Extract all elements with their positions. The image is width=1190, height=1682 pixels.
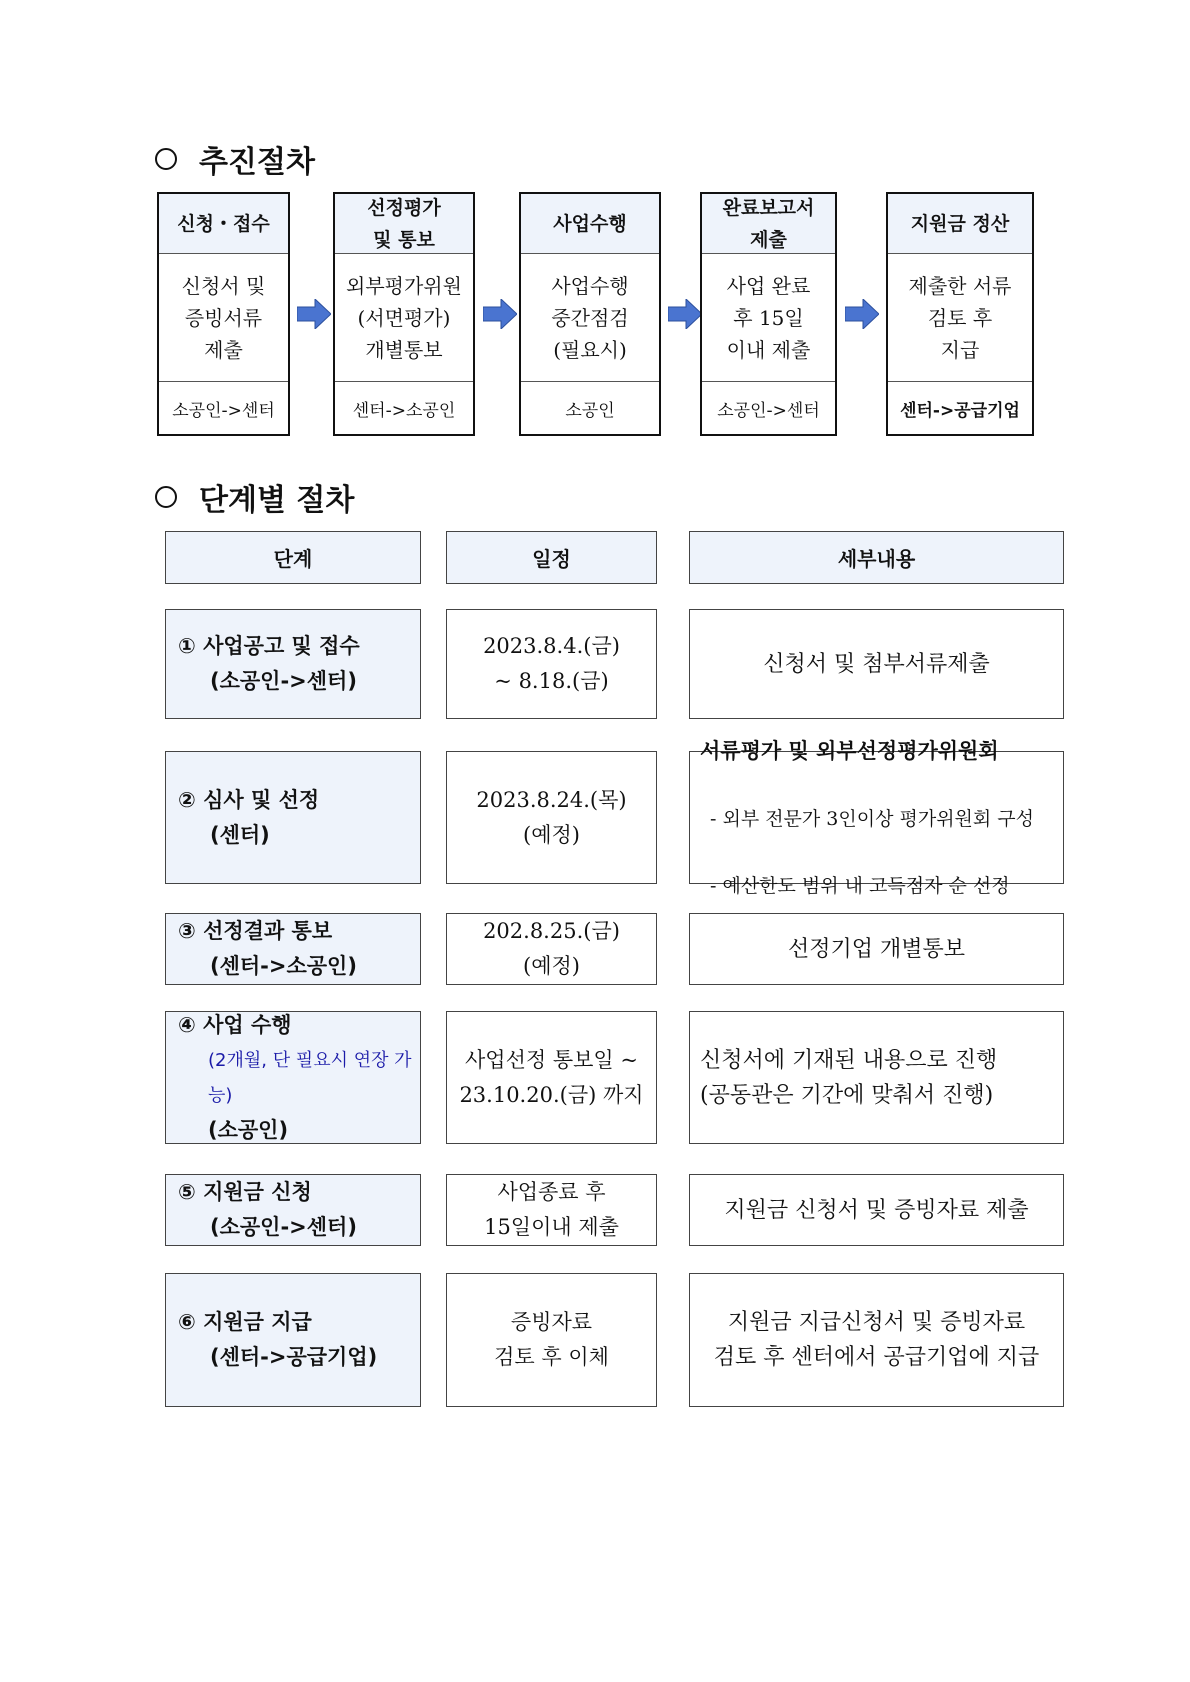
schedule-cell-3: 202.8.25.(금) (예정) — [446, 913, 657, 985]
process-foot: 소공인->센터 — [717, 400, 820, 421]
stage-cell-2 — [165, 751, 421, 884]
stage-cell-4 — [165, 1011, 421, 1144]
arrow-right-icon — [668, 299, 702, 329]
detail-cell-6: 지원금 지급신청서 및 증빙자료 검토 후 센터에서 공급기업에 지급 — [689, 1273, 1064, 1407]
process-foot: 센터->소공인 — [352, 400, 456, 421]
process-box-1 — [157, 192, 290, 436]
process-box-4 — [700, 192, 837, 436]
stage-sub: (소공인) — [208, 1117, 289, 1142]
section-title-text: 추진절차 — [199, 145, 315, 180]
detail-cell-5: 지원금 신청서 및 증빙자료 제출 — [689, 1174, 1064, 1246]
stage-cell-1 — [165, 609, 421, 719]
detail-cell-2 — [689, 738, 1064, 897]
stage-cell-6 — [165, 1273, 421, 1407]
stage-cell-3 — [165, 913, 421, 985]
stage-sub: (소공인->센터) — [210, 1215, 357, 1239]
schedule-cell-2: 2023.8.24.(목) (예정) — [446, 751, 657, 884]
header-stage: 단계 — [165, 531, 421, 584]
detail-cell-4: 신청서에 기재된 내용으로 진행 (공동관은 기간에 맞춰서 진행) — [689, 1011, 1064, 1144]
stage-title: ⑥ 지원금 지급 — [178, 1310, 312, 1334]
detail-item: - 외부 전문가 3인이상 평가위원회 구성 — [710, 807, 1035, 830]
section-title-text: 단계별 절차 — [199, 483, 355, 518]
process-box-3 — [519, 192, 661, 436]
stage-sub: (센터->공급기업) — [210, 1345, 378, 1369]
process-body: 외부평가위원 (서면평가) 개별통보 — [335, 254, 473, 382]
detail-cell-3: 선정기업 개별통보 — [689, 913, 1064, 985]
process-foot: 소공인->센터 — [172, 400, 275, 421]
process-head: 완료보고서 제출 — [702, 194, 835, 254]
stage-title: ⑤ 지원금 신청 — [178, 1180, 312, 1204]
process-head: 지원금 정산 — [888, 194, 1032, 254]
arrow-right-icon — [483, 299, 517, 329]
schedule-cell-6: 증빙자료 검토 후 이체 — [446, 1273, 657, 1407]
stage-sub: (센터->소공인) — [210, 954, 357, 978]
process-box-5 — [886, 192, 1034, 436]
stage-title: ① 사업공고 및 접수 — [178, 634, 360, 658]
schedule-cell-5: 사업종료 후 15일이내 제출 — [446, 1174, 657, 1246]
circle-bullet-icon — [155, 486, 177, 508]
detail-title: 서류평가 및 외부선정평가위원회 — [700, 738, 999, 763]
stage-title: ④ 사업 수행 — [178, 1012, 292, 1037]
detail-item: - 예산한도 범위 내 고득점자 순 선정 — [710, 874, 1010, 897]
process-body: 제출한 서류 검토 후 지급 — [888, 254, 1032, 382]
process-head: 신청・접수 — [159, 194, 288, 254]
stage-note: (2개월, 단 필요시 연장 가능) — [208, 1049, 412, 1106]
process-head: 사업수행 — [521, 194, 659, 254]
process-box-2 — [333, 192, 475, 436]
process-body: 사업 완료 후 15일 이내 제출 — [702, 254, 835, 382]
process-foot: 소공인 — [565, 400, 615, 421]
header-detail: 세부내용 — [689, 531, 1064, 584]
schedule-cell-1: 2023.8.4.(금) ~ 8.18.(금) — [446, 609, 657, 719]
section-title-stages — [155, 475, 354, 519]
section-title-process — [155, 137, 315, 181]
process-head: 선정평가 및 통보 — [335, 194, 473, 254]
process-body: 사업수행 중간점검 (필요시) — [521, 254, 659, 382]
header-schedule: 일정 — [446, 531, 657, 584]
stage-sub: (소공인->센터) — [210, 669, 357, 693]
process-foot: 센터->공급기업 — [900, 400, 1020, 421]
stage-title: ③ 선정결과 통보 — [178, 919, 333, 943]
process-body: 신청서 및 증빙서류 제출 — [159, 254, 288, 382]
arrow-right-icon — [297, 299, 331, 329]
schedule-cell-4: 사업선정 통보일 ~ 23.10.20.(금) 까지 — [446, 1011, 657, 1144]
stage-title: ② 심사 및 선정 — [178, 787, 320, 812]
detail-cell-1: 신청서 및 첨부서류제출 — [689, 609, 1064, 719]
stage-cell-5 — [165, 1174, 421, 1246]
arrow-right-icon — [845, 299, 879, 329]
circle-bullet-icon — [155, 148, 177, 170]
stage-sub: (센터) — [210, 822, 270, 847]
